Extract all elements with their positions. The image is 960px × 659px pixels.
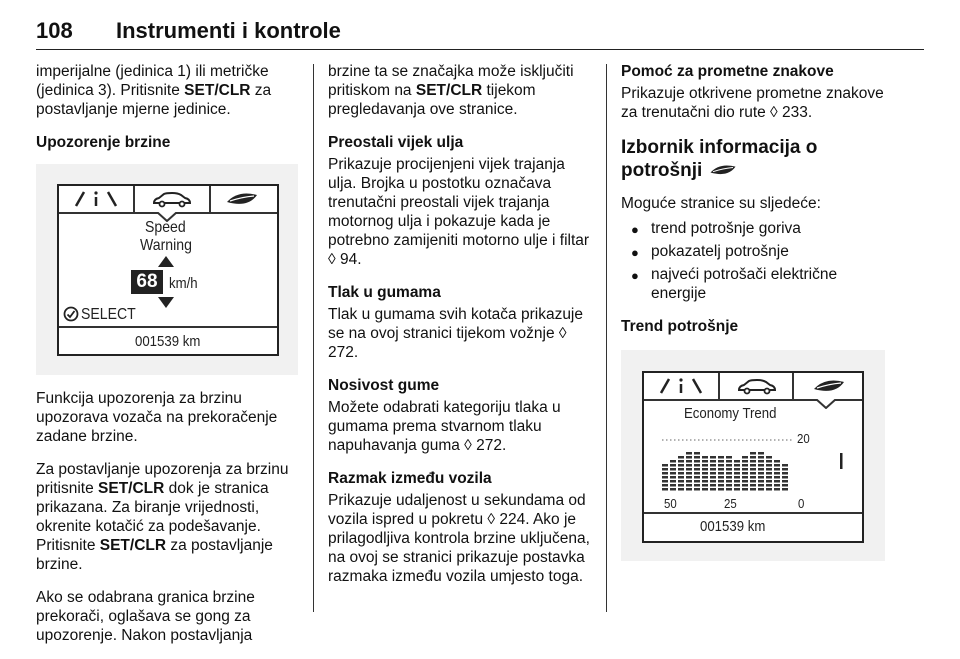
header-rule	[36, 49, 924, 50]
trend-bar-segment	[734, 472, 740, 475]
trend-bar-segment	[758, 460, 764, 463]
arrow-up-icon	[158, 256, 174, 267]
paragraph-tire-load: Možete odabrati kategoriju tlaka u gumama prema stvarnom tlaku napuhavanja guma ◊ 272.	[328, 399, 561, 454]
car-tab-icon	[133, 186, 211, 212]
trend-bar-segment	[694, 456, 700, 459]
trend-bar-segment	[678, 464, 684, 467]
trend-bar-segment	[670, 464, 676, 467]
trend-bar-segment	[662, 476, 668, 479]
trend-bar-segment	[710, 484, 716, 487]
trend-bar-segment	[782, 464, 788, 467]
trend-bar-segment	[750, 472, 756, 475]
trend-bar-segment	[662, 480, 668, 483]
trend-bar-segment	[750, 488, 756, 491]
section-title: Instrumenti i kontrole	[116, 18, 341, 43]
trend-bar-segment	[742, 484, 748, 487]
trend-bar-segment	[758, 480, 764, 483]
paragraph-traffic-signs: Prikazuje otkrivene prometne znakove za trenutačni dio rute ◊ 233.	[621, 85, 884, 121]
trend-bar-segment	[686, 468, 692, 471]
heading-traffic-signs: Pomoć za prometne znakove	[621, 63, 834, 80]
trend-bar-segment	[710, 476, 716, 479]
trend-bar-segment	[758, 468, 764, 471]
trend-bar-segment	[750, 468, 756, 471]
trend-bar-segment	[662, 484, 668, 487]
display-divider	[59, 326, 277, 328]
trend-bar-segment	[758, 476, 764, 479]
display-title-line1: Speed	[145, 219, 186, 236]
trend-bar-segment	[718, 484, 724, 487]
trend-bar-segment	[734, 468, 740, 471]
display-title: Economy Trend	[684, 405, 777, 422]
heading-tire-load: Nosivost gume	[328, 377, 440, 394]
trend-bars	[644, 373, 862, 541]
trend-bar-segment	[758, 484, 764, 487]
trend-bar-segment	[726, 460, 732, 463]
trend-bar-segment	[694, 484, 700, 487]
trend-bar-segment	[694, 472, 700, 475]
trend-bar-segment	[766, 476, 772, 479]
axis-label: 0	[798, 496, 805, 511]
trend-bar-segment	[774, 484, 780, 487]
trend-bar-segment	[742, 476, 748, 479]
trend-bar-segment	[678, 468, 684, 471]
trend-bar-segment	[734, 464, 740, 467]
heading-tire-pressure: Tlak u gumama	[328, 284, 441, 301]
trend-bar-segment	[702, 464, 708, 467]
trend-bar-segment	[750, 476, 756, 479]
trend-bar-segment	[758, 464, 764, 467]
column-3	[621, 62, 887, 561]
paragraph-oil-life: Prikazuje procijenjeni vijek trajanja ulja. Brojka u postotku označava trenutačni preostali vijek trajanja motornog ulja i pokazuje kada je potrebno zamijeniti motorno ulje i filtar ◊ 94.	[328, 156, 590, 268]
trend-bar-segment	[686, 472, 692, 475]
trend-bar-segment	[726, 464, 732, 467]
axis-label: 50	[664, 496, 677, 511]
trend-bar-segment	[782, 484, 788, 487]
trend-bar-segment	[742, 460, 748, 463]
leaf-tab-icon	[209, 186, 275, 212]
trend-bar-segment	[718, 464, 724, 467]
trend-bar-segment	[758, 488, 764, 491]
trend-bar-segment	[726, 472, 732, 475]
trend-bar-segment	[718, 476, 724, 479]
trend-bar-segment	[678, 456, 684, 459]
trend-bar-segment	[742, 480, 748, 483]
trend-bar-segment	[766, 456, 772, 459]
trend-bar-segment	[718, 460, 724, 463]
trend-bar-segment	[718, 456, 724, 459]
trend-bar-segment	[782, 480, 788, 483]
speed-value: 68	[131, 270, 163, 294]
trend-bar-segment	[662, 488, 668, 491]
axis-label: 25	[724, 496, 737, 511]
trend-bar-segment	[742, 468, 748, 471]
page-header	[36, 18, 924, 48]
trend-bar-segment	[766, 468, 772, 471]
trend-bar-segment	[766, 472, 772, 475]
trend-bar-segment	[694, 452, 700, 455]
trend-bar-segment	[678, 472, 684, 475]
trend-bar-segment	[750, 464, 756, 467]
trend-bar-segment	[702, 460, 708, 463]
economy-trend-figure	[621, 350, 885, 561]
trend-bar-segment	[662, 468, 668, 471]
select-check-icon	[63, 306, 79, 322]
trend-bar-segment	[734, 460, 740, 463]
arrow-down-icon	[158, 297, 174, 308]
odometer: 001539 km	[135, 333, 201, 350]
display-tabs	[59, 186, 277, 214]
trend-bar-segment	[750, 460, 756, 463]
trend-bar-segment	[662, 472, 668, 475]
heading-consumption-trend: Trend potrošnje	[621, 318, 739, 335]
paragraph-speed-setup: Za postavljanje upozorenja za brzinu pritisnite SET/CLR dok je stranica prikazana. Za biranje vrijednosti, okrenite kotačić za podešavanje. Pritisnite SET/CLR za postavljanje brzine.	[36, 461, 289, 573]
trend-bar-segment	[726, 476, 732, 479]
trend-bar-segment	[710, 480, 716, 483]
trend-bar-segment	[670, 488, 676, 491]
trend-bar-segment	[766, 464, 772, 467]
heading-following-distance: Razmak između vozila	[328, 470, 492, 487]
trend-bar-segment	[758, 452, 764, 455]
trend-bar-segment	[774, 464, 780, 467]
trend-bar-segment	[686, 456, 692, 459]
trend-bar-segment	[726, 468, 732, 471]
trend-bar-segment	[694, 476, 700, 479]
trend-bar-segment	[686, 484, 692, 487]
trend-bar-segment	[702, 484, 708, 487]
trend-bar-segment	[694, 488, 700, 491]
trend-bar-segment	[702, 476, 708, 479]
scale-top-label: 20	[797, 431, 810, 446]
economy-trend-display	[642, 371, 864, 543]
speed-warning-figure	[36, 164, 298, 375]
trend-bar-segment	[694, 468, 700, 471]
display-title-line2: Warning	[140, 237, 192, 254]
heading-speed-warning: Upozorenje brzine	[36, 134, 171, 151]
trip-tab-icon	[59, 186, 133, 212]
trend-bar-segment	[702, 468, 708, 471]
trend-bar-segment	[734, 484, 740, 487]
trend-bar-segment	[742, 488, 748, 491]
trend-bar-segment	[686, 460, 692, 463]
trend-bar-segment	[694, 460, 700, 463]
trend-bar-segment	[726, 456, 732, 459]
trend-bar-segment	[750, 484, 756, 487]
paragraph-pages: Moguće stranice su sljedeće:	[621, 195, 821, 212]
leaf-icon	[708, 162, 738, 178]
trend-bar-segment	[670, 480, 676, 483]
trend-bar-segment	[678, 476, 684, 479]
paragraph-speed-exceed: Ako se odabrana granica brzine prekorači, oglašava se gong za upozorenje. Nakon postavljanja	[36, 589, 255, 644]
heading-consumption-menu: Izbornik informacija o potrošnji	[621, 137, 818, 181]
trend-bar-segment	[710, 456, 716, 459]
list-item: ● najveći potrošači električne energije	[621, 265, 887, 303]
trend-bar-segment	[702, 456, 708, 459]
page-number: 108	[36, 18, 73, 43]
trend-bar-segment	[678, 480, 684, 483]
trend-bar-segment	[766, 488, 772, 491]
trend-bar-segment	[774, 460, 780, 463]
trend-bar-segment	[758, 472, 764, 475]
trend-bar-segment	[718, 488, 724, 491]
trend-bar-segment	[670, 472, 676, 475]
column-1	[36, 62, 298, 659]
trend-bar-segment	[750, 452, 756, 455]
trend-bar-segment	[782, 468, 788, 471]
trend-bar-segment	[742, 464, 748, 467]
paragraph-following-distance: Prikazuje udaljenost u sekundama od vozila ispred u pokretu ◊ 224. Ako je prilagodljiva kontrola brzine uključena, na ovoj se stranici prikazuje postavka razmaka između vozila umjesto toga.	[328, 492, 590, 585]
trend-bar-segment	[766, 460, 772, 463]
trend-bar-segment	[742, 472, 748, 475]
trend-bar-segment	[734, 488, 740, 491]
trend-bar-segment	[662, 464, 668, 467]
trend-bar-segment	[774, 480, 780, 483]
trend-bar-segment	[686, 488, 692, 491]
column-separator-2	[606, 64, 607, 612]
trend-bar-segment	[742, 456, 748, 459]
paragraph-disable: brzine ta se značajka može isključiti pritiskom na SET/CLR tijekom pregledavanja ove stranice.	[328, 63, 574, 118]
trend-bar-segment	[702, 480, 708, 483]
trend-bar-segment	[686, 476, 692, 479]
column-separator-1	[313, 64, 314, 612]
paragraph-tire-pressure: Tlak u gumama svih kotača prikazuje se na ovoj stranici tijekom vožnje ◊ 272.	[328, 306, 584, 361]
trend-bar-segment	[670, 460, 676, 463]
trend-bar-segment	[774, 488, 780, 491]
trend-bar-segment	[670, 468, 676, 471]
heading-oil-life: Preostali vijek ulja	[328, 134, 464, 151]
trend-bar-segment	[782, 472, 788, 475]
trend-bar-segment	[726, 484, 732, 487]
trend-bar-segment	[702, 488, 708, 491]
paragraph-units: imperijalne (jedinica 1) ili metričke (jedinica 3). Pritisnite SET/CLR za postavljanje mjerne jedinice.	[36, 63, 272, 118]
paragraph-speed-function: Funkcija upozorenja za brzinu upozorava vozača na prekoračenje zadane brzine.	[36, 390, 278, 445]
pages-list	[621, 219, 887, 303]
trend-bar-segment	[694, 480, 700, 483]
trend-bar-segment	[766, 484, 772, 487]
trend-bar-segment	[750, 456, 756, 459]
select-label: SELECT	[81, 306, 136, 323]
speed-unit: km/h	[169, 275, 198, 292]
trend-bar-segment	[734, 476, 740, 479]
list-item: ● pokazatelj potrošnje	[621, 242, 887, 261]
list-item: ● trend potrošnje goriva	[621, 219, 887, 238]
trend-bar-segment	[782, 476, 788, 479]
display-divider	[644, 512, 862, 514]
trend-bar-segment	[694, 464, 700, 467]
trend-bar-segment	[718, 472, 724, 475]
trend-bar-segment	[710, 472, 716, 475]
trend-bar-segment	[774, 468, 780, 471]
trend-bar-segment	[774, 476, 780, 479]
trend-bar-segment	[702, 472, 708, 475]
current-marker	[840, 453, 843, 469]
column-2	[328, 62, 592, 600]
trend-bar-segment	[678, 488, 684, 491]
trend-bar-segment	[718, 480, 724, 483]
trend-bar-segment	[726, 480, 732, 483]
trend-bar-segment	[710, 460, 716, 463]
trend-bar-segment	[734, 480, 740, 483]
trend-bar-segment	[686, 480, 692, 483]
trend-bar-segment	[766, 480, 772, 483]
odometer: 001539 km	[700, 518, 766, 535]
trend-bar-segment	[686, 452, 692, 455]
trend-bar-segment	[726, 488, 732, 491]
trend-bar-segment	[678, 460, 684, 463]
trend-bar-segment	[710, 488, 716, 491]
trend-bar-segment	[774, 472, 780, 475]
trend-bar-segment	[718, 468, 724, 471]
trend-bar-segment	[782, 488, 788, 491]
trend-bar-segment	[710, 468, 716, 471]
trend-bar-segment	[686, 464, 692, 467]
trend-bar-segment	[670, 484, 676, 487]
trend-bar-segment	[670, 476, 676, 479]
trend-bar-segment	[678, 484, 684, 487]
speed-warning-display	[57, 184, 279, 356]
trend-bar-segment	[750, 480, 756, 483]
trend-bar-segment	[758, 456, 764, 459]
trend-bar-segment	[710, 464, 716, 467]
